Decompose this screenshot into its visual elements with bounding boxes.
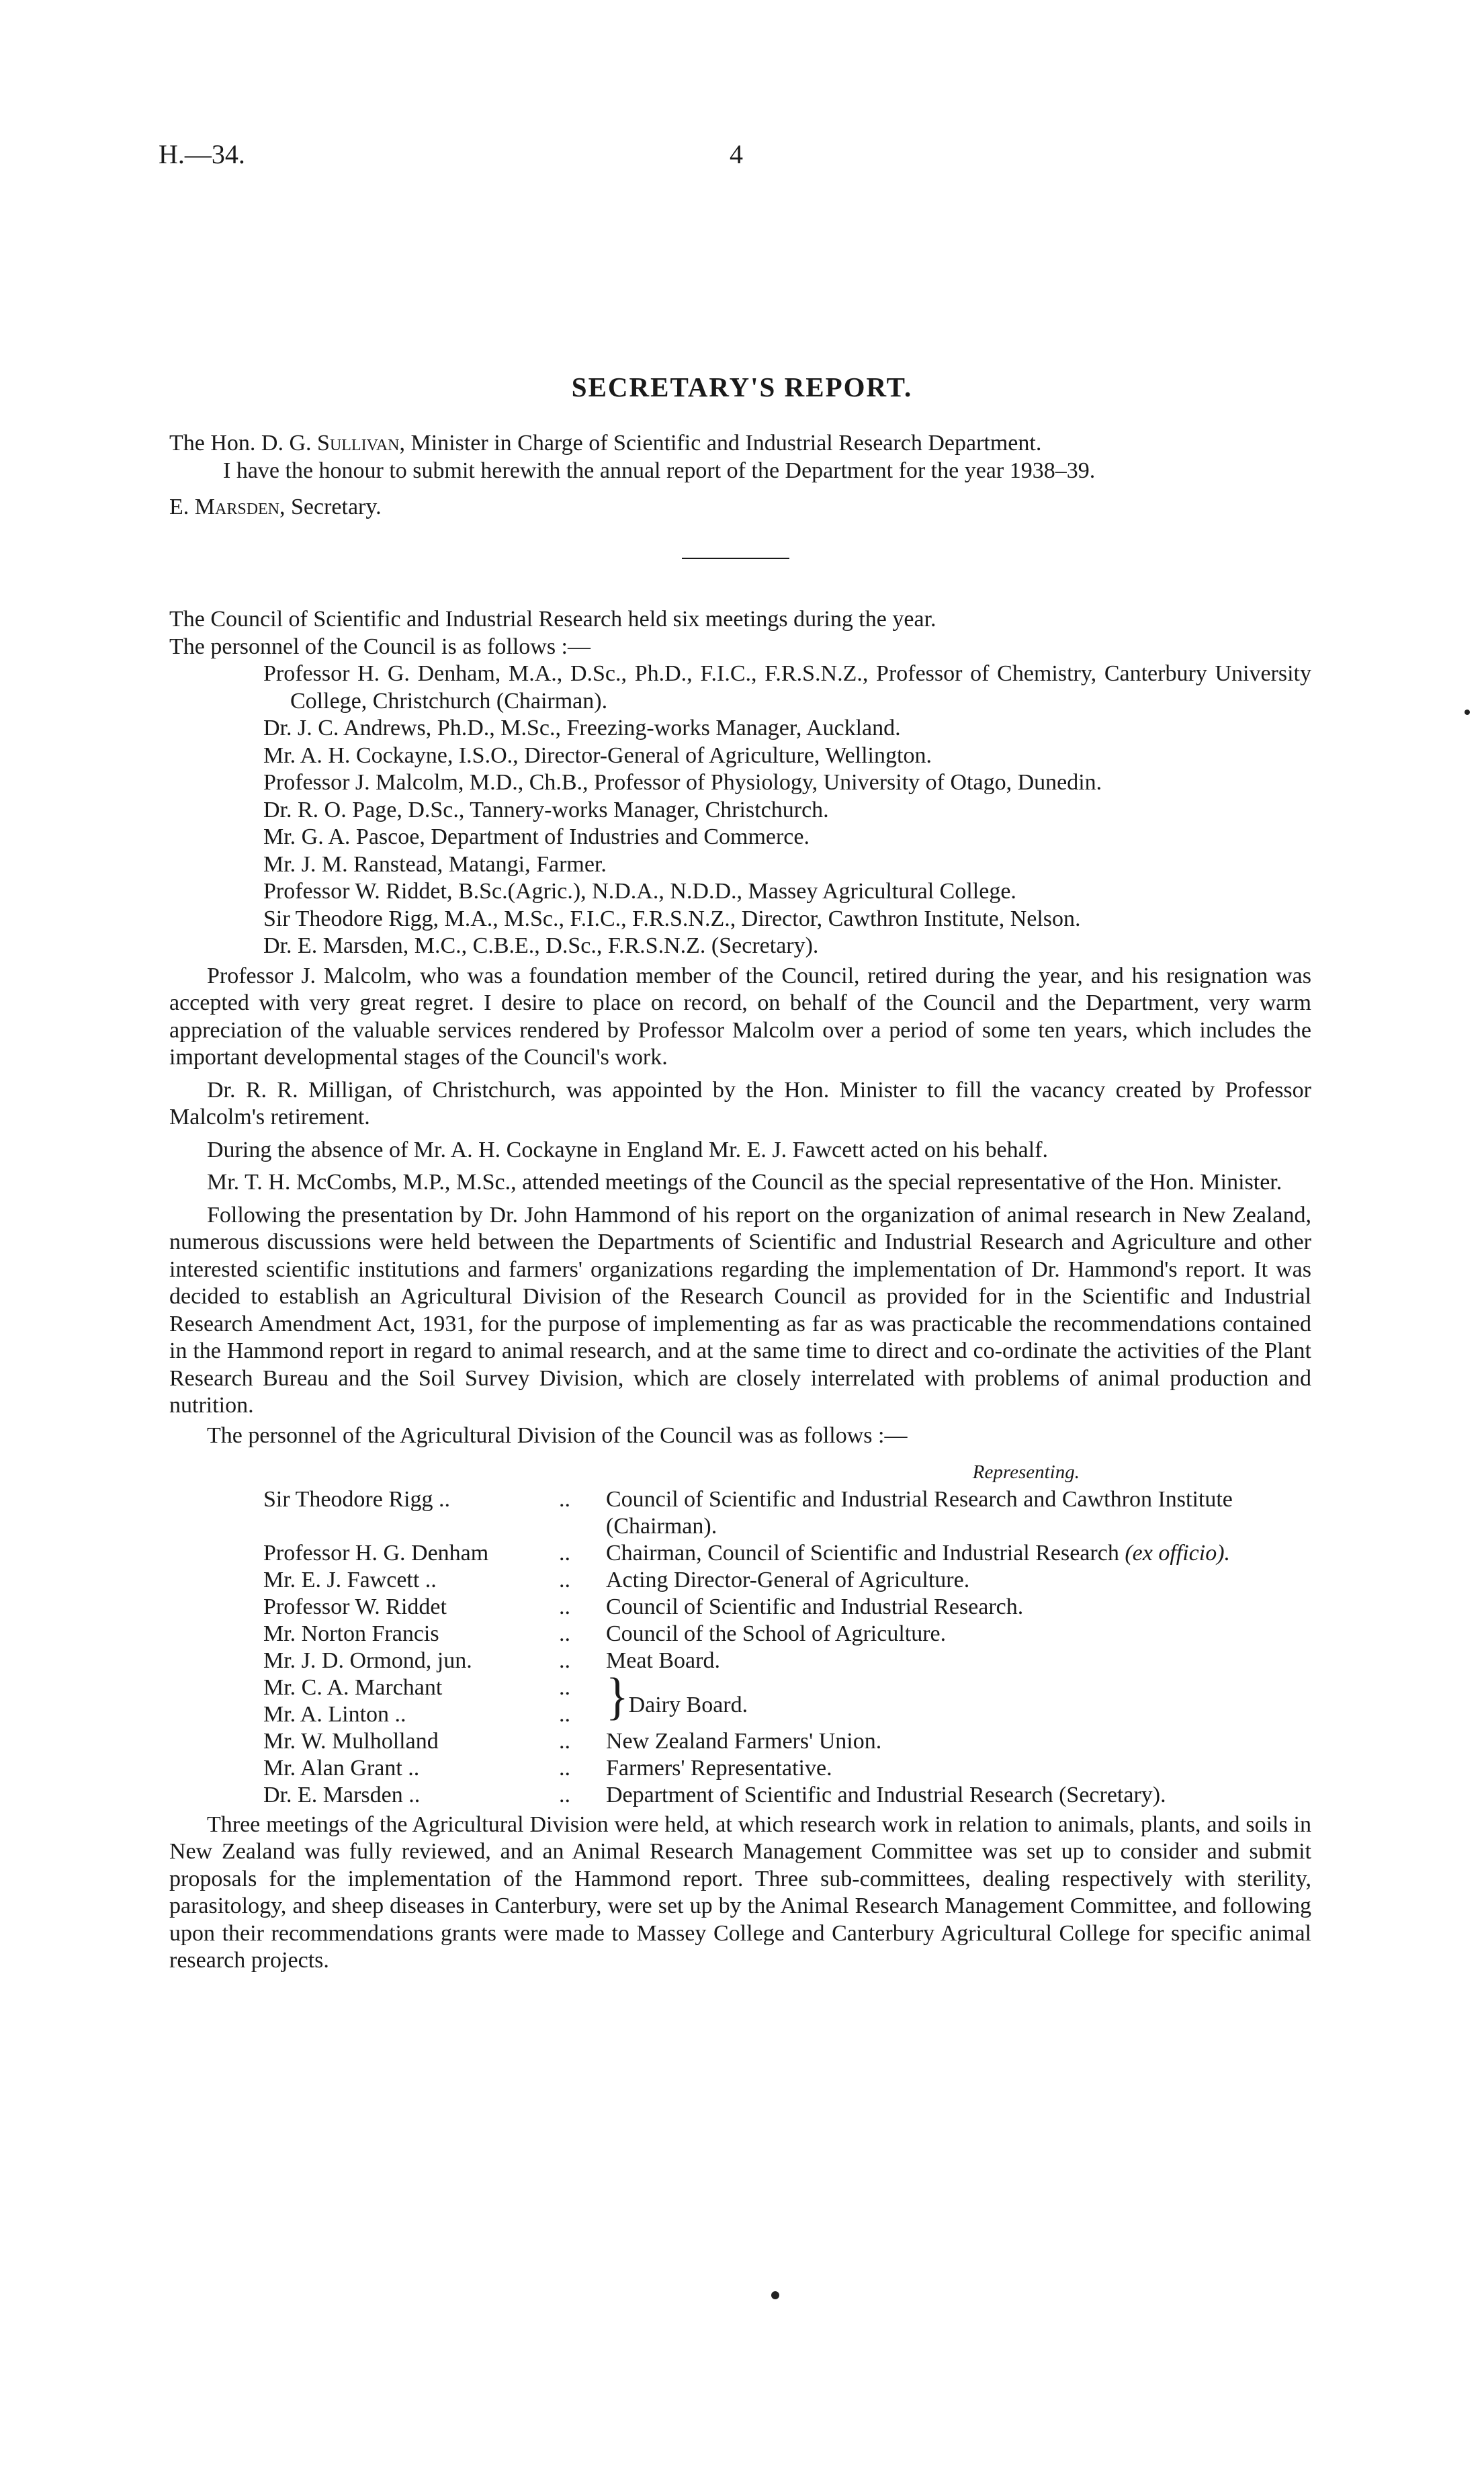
leader-dots: .. (559, 1540, 570, 1566)
representing-text: Dairy Board. (628, 1692, 748, 1717)
member-name: Mr. J. D. Ormond, jun. (263, 1648, 472, 1673)
member-name: Professor W. Riddet (263, 1594, 447, 1619)
division-table (263, 1486, 1311, 1809)
brace-glyph: } (606, 1668, 629, 1725)
member-name: Mr. W. Mulholland (263, 1728, 439, 1754)
council-member: Dr. R. O. Page, D.Sc., Tannery-works Manager, Christchurch. (263, 797, 829, 822)
member-name: Mr. C. A. Marchant (263, 1674, 443, 1700)
table-row (263, 1621, 1311, 1648)
council-member-list (263, 660, 1311, 960)
member-name: Sir Theodore Rigg .. (263, 1486, 450, 1512)
representing-text: Chairman, Council of Scientific and Industrial Research (606, 1540, 1119, 1566)
leader-dots: .. (559, 1674, 570, 1700)
council-member: Dr. J. C. Andrews, Ph.D., M.Sc., Freezing-works Manager, Auckland. (263, 716, 901, 740)
page-title: SECRETARY'S REPORT. (571, 372, 913, 402)
member-name: Mr. Alan Grant .. (263, 1755, 420, 1781)
table-row (263, 1486, 1311, 1540)
council-intro-line: The personnel of the Council is as follows :— (169, 634, 591, 659)
body-paragraph: Mr. T. H. McCombs, M.P., M.Sc., attended meetings of the Council as the special representative of the Hon. Minister. (207, 1170, 1282, 1195)
member-representing: Meat Board. (606, 1648, 720, 1673)
table-row (263, 1755, 1311, 1782)
address-block (169, 430, 1311, 521)
divider-rule (682, 558, 789, 559)
council-member: Professor H. G. Denham, M.A., D.Sc., Ph.D., F.I.C., F.R.S.N.Z., Professor of Chemistry, Canterbury University College, Christchurch (Chairman). (263, 661, 1311, 714)
page-mark (771, 2291, 779, 2299)
member-representing: Acting Director-General of Agriculture. (606, 1567, 970, 1592)
signature (169, 494, 1311, 521)
leader-dots: .. (559, 1567, 570, 1592)
representing-italic: (ex officio). (1125, 1540, 1231, 1566)
council-member: Sir Theodore Rigg, M.A., M.Sc., F.I.C., F.R.S.N.Z., Director, Cawthron Institute, Nelson. (263, 906, 1081, 931)
address-line (169, 430, 1311, 458)
report-body (169, 606, 1311, 1975)
table-row (263, 1674, 1311, 1701)
leader-dots: .. (559, 1755, 570, 1781)
council-member: Mr. J. M. Ranstead, Matangi, Farmer. (263, 851, 607, 877)
member-representing: Department of Scientific and Industrial Research (Secretary). (606, 1782, 1166, 1807)
address-suffix: , Minister in Charge of Scientific and Industrial Research Department. (399, 431, 1042, 456)
address-prefix: The Hon. D. G. (169, 431, 312, 456)
division-table-wrap (169, 1459, 1311, 1809)
member-name: Mr. A. Linton .. (263, 1701, 406, 1727)
member-representing: New Zealand Farmers' Union. (606, 1728, 882, 1754)
body-paragraph: Following the presentation by Dr. John Hammond of his report on the organization of animal research in New Zealand, numerous discussions were held between the Departments of Scientific and Industrial Research and Agriculture and other interested scientific institutions and farmers' organizations regarding the implementation of Dr. Hammond's report. It was decided to establish an Agricultural Division of the Research Council as provided for in the Scientific and Industrial Research Amendment Act, 1931, for the purpose of implementing as far as was practicable the recommendations contained in the Hammond report in regard to animal research, and at the same time to direct and co-ordinate the activities of the Plant Research Bureau and the Soil Survey Division, which are closely interrelated with problems of animal production and nutrition. (169, 1202, 1311, 1418)
member-representing (606, 1540, 1311, 1567)
leader-dots: .. (559, 1701, 570, 1727)
council-member: Professor J. Malcolm, M.D., Ch.B., Professor of Physiology, University of Otago, Dunedin. (263, 770, 1102, 795)
member-name: Professor H. G. Denham (263, 1540, 489, 1566)
member-name: Mr. E. J. Fawcett .. (263, 1567, 437, 1592)
leader-dots: .. (559, 1486, 570, 1512)
leader-dots: .. (559, 1782, 570, 1807)
closing-paragraph: Three meetings of the Agricultural Division were held, at which research work in relation to animals, plants, and soils in New Zealand was fully reviewed, and an Animal Research Management Committee was set up to consider and submit proposals for the implementation of the Hammond report. Three sub-committees, dealing respectively with sterility, parasitology, and sheep diseases in Canterbury, were set up by the Animal Research Management Committee, and following upon their recommendations grants were made to Massey College and Canterbury Agricultural College for specific animal research projects. (169, 1811, 1311, 1973)
council-member: Dr. E. Marsden, M.C., C.B.E., D.Sc., F.R.S.N.Z. (Secretary). (263, 933, 819, 958)
member-representing: Council of Scientific and Industrial Research and Cawthron Institute (Chairman). (606, 1486, 1233, 1539)
council-member: Mr. G. A. Pascoe, Department of Industries and Commerce. (263, 824, 810, 849)
table-row (263, 1567, 1311, 1594)
body-paragraph: During the absence of Mr. A. H. Cockayne in England Mr. E. J. Fawcett acted on his behalf. (207, 1137, 1049, 1162)
signature-name: E. Marsden (169, 495, 280, 519)
body-paragraph: Dr. R. R. Milligan, of Christchurch, was appointed by the Hon. Minister to fill the vacancy created by Professor Malcolm's retirement. (169, 1077, 1311, 1129)
address-body: I have the honour to submit herewith the annual report of the Department for the year 1938–39. (223, 458, 1096, 483)
minister-name: Sullivan (317, 431, 400, 456)
council-intro-line: The Council of Scientific and Industrial Research held six meetings during the year. (169, 607, 936, 632)
leader-dots: .. (559, 1648, 570, 1673)
table-row (263, 1540, 1311, 1567)
body-paragraph: The personnel of the Agricultural Division of the Council was as follows :— (207, 1422, 908, 1448)
table-row (263, 1728, 1311, 1755)
table-row (263, 1594, 1311, 1621)
member-name: Mr. Norton Francis (263, 1621, 439, 1646)
document-code: H.—34. (159, 139, 245, 169)
member-representing: Farmers' Representative. (606, 1755, 832, 1781)
leader-dots: .. (559, 1621, 570, 1646)
leader-dots: .. (559, 1728, 570, 1754)
signature-title: , Secretary. (279, 495, 382, 519)
page-number: 4 (730, 139, 743, 169)
leader-dots: .. (559, 1594, 570, 1619)
member-representing (606, 1668, 1311, 1728)
page-mark (1465, 710, 1470, 715)
council-member: Professor W. Riddet, B.Sc.(Agric.), N.D.A., N.D.D., Massey Agricultural College. (263, 879, 1016, 904)
table-row (263, 1648, 1311, 1674)
member-name: Dr. E. Marsden .. (263, 1782, 421, 1807)
table-row (263, 1782, 1311, 1809)
council-member: Mr. A. H. Cockayne, I.S.O., Director-General of Agriculture, Wellington. (263, 742, 932, 768)
member-representing: Council of Scientific and Industrial Research. (606, 1594, 1024, 1619)
member-representing: Council of the School of Agriculture. (606, 1621, 947, 1646)
representing-heading: Representing. (972, 1461, 1080, 1483)
body-paragraph: Professor J. Malcolm, who was a foundation member of the Council, retired during the year, and his resignation was accepted with very great regret. I desire to place on record, on behalf of the Council and the Department, very warm appreciation of the valuable services rendered by Professor Malcolm over a period of some ten years, which includes the important developmental stages of the Council's work. (169, 963, 1311, 1070)
